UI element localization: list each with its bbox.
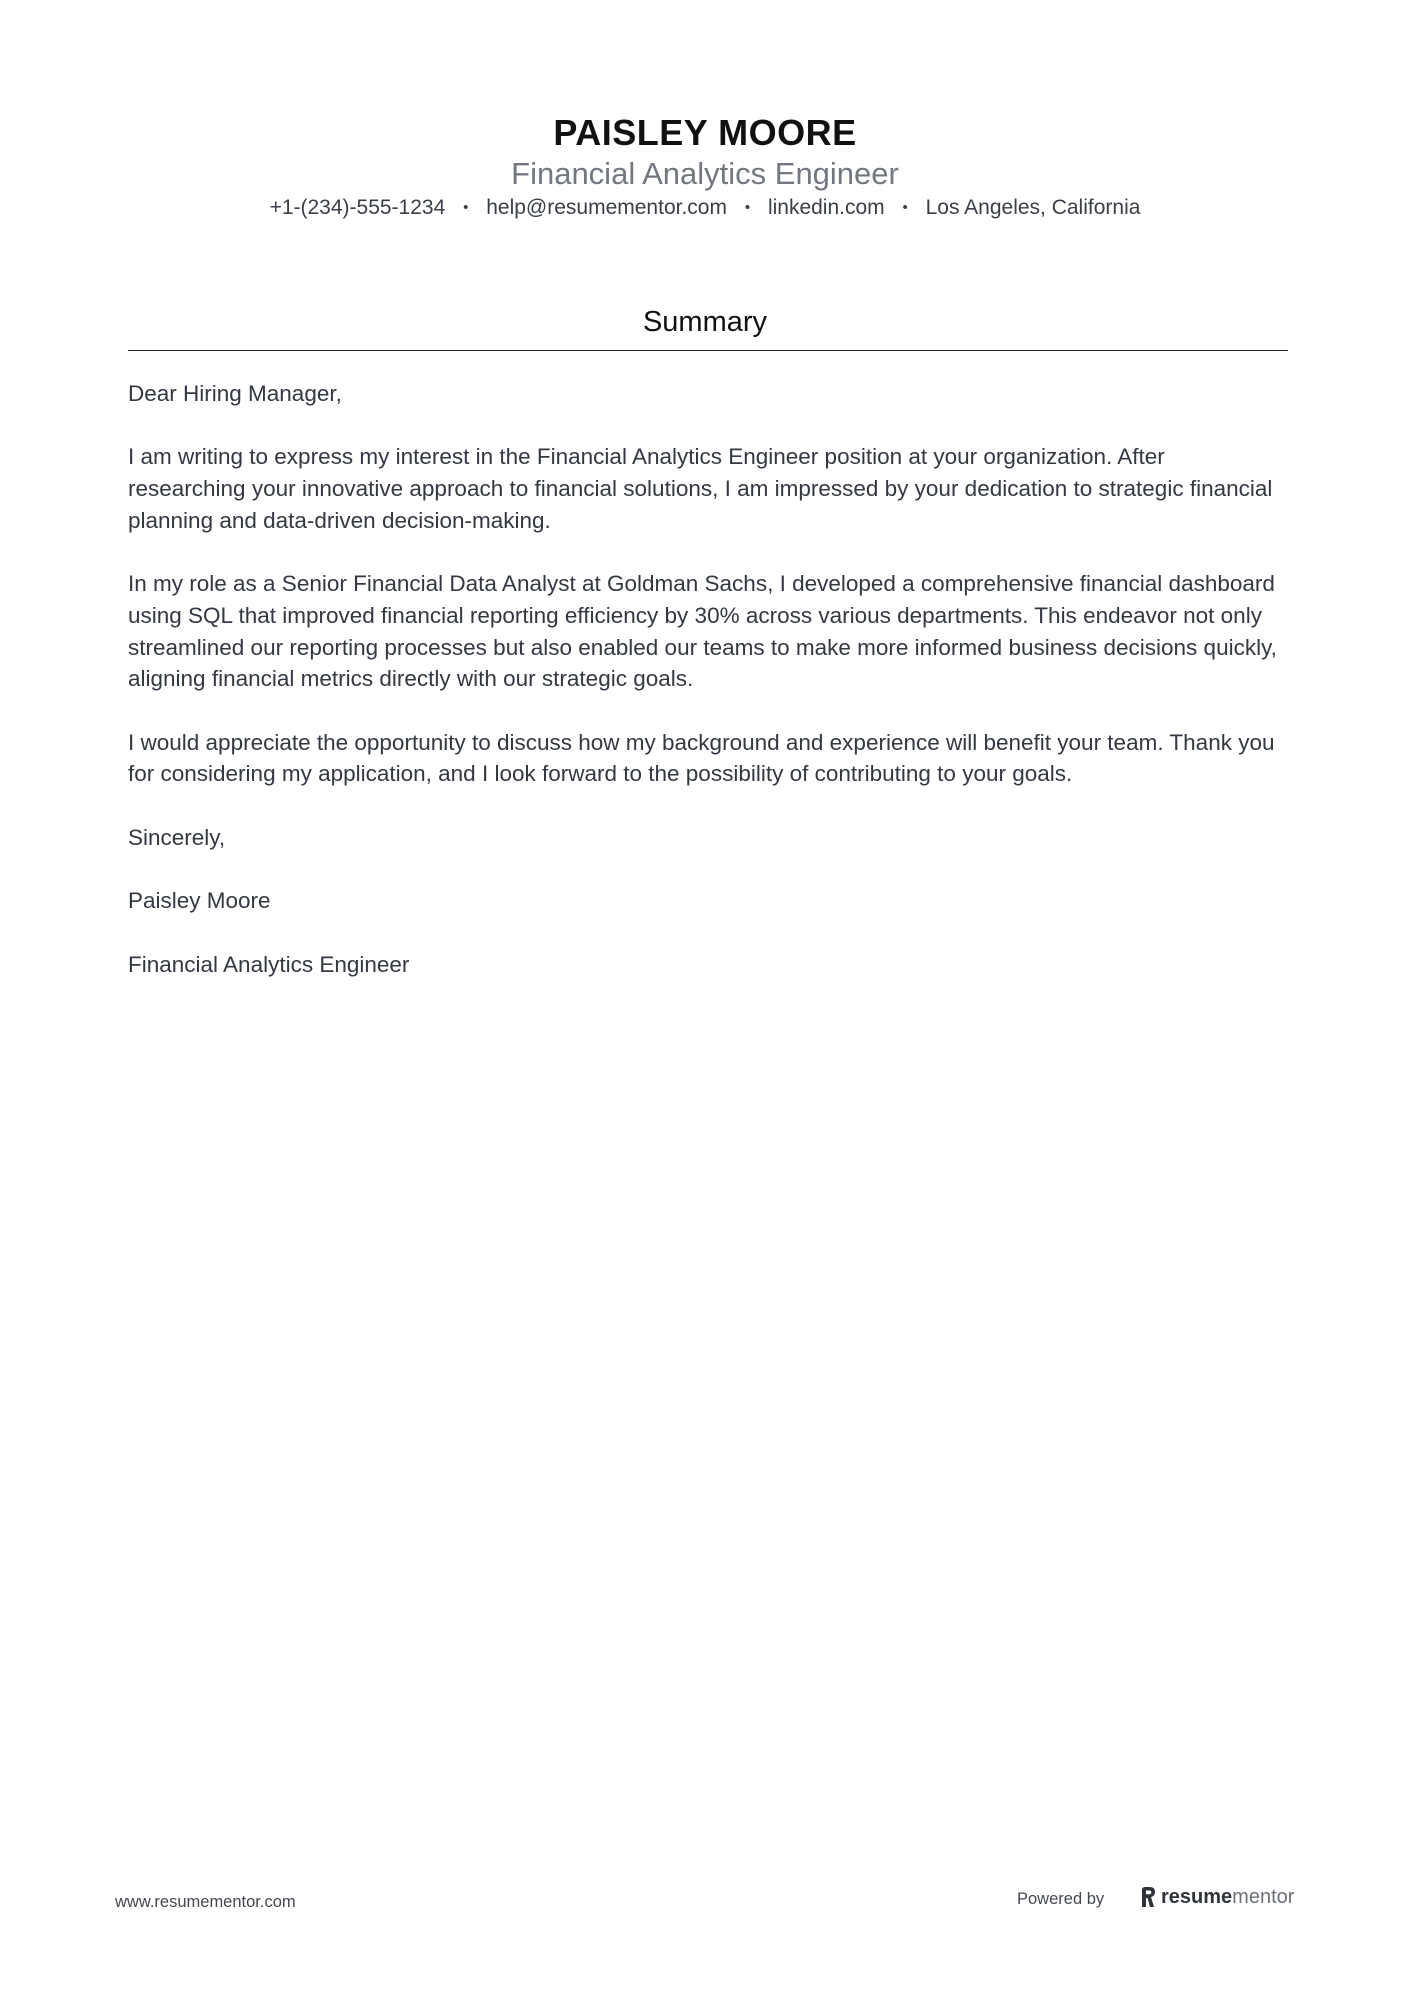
contact-email[interactable]: help@resumementor.com bbox=[486, 196, 727, 219]
signature-title: Financial Analytics Engineer bbox=[128, 951, 410, 977]
powered-by-label: Powered by bbox=[1017, 1890, 1105, 1908]
brand-name-part2: mentor bbox=[1232, 1885, 1295, 1908]
contact-separator: • bbox=[744, 199, 751, 216]
contact-phone: +1-(234)-555-1234 bbox=[269, 196, 446, 219]
signature-name: Paisley Moore bbox=[128, 888, 271, 914]
letter-paragraph: In my role as a Senior Financial Data Analyst at Goldman Sachs, I developed a comprehensive financial dashboard using SQL that improved financial reporting efficiency by 30% across various departments. This endeavor not only streamlined our reporting processes but also enabled our teams to make more informed business decisions quickly, aligning financial metrics directly with our strategic goals. bbox=[128, 571, 1277, 692]
contact-linkedin[interactable]: linkedin.com bbox=[767, 196, 885, 219]
section-divider bbox=[128, 350, 1288, 351]
section-title-summary: Summary bbox=[642, 306, 768, 338]
brand-name-part1: resume bbox=[1161, 1885, 1233, 1908]
applicant-name: PAISLEY MOORE bbox=[553, 112, 857, 153]
contact-separator: • bbox=[463, 199, 469, 216]
letter-paragraph: I am writing to express my interest in the Financial Analytics Engineer position at your organization. After researching your innovative approach to financial solutions, I am impressed by your dedication to strategic financial planning and data-driven decision-making. bbox=[128, 444, 1273, 533]
letter-body bbox=[128, 378, 1288, 1012]
contact-separator: • bbox=[902, 199, 908, 216]
contact-location: Los Angeles, California bbox=[925, 196, 1141, 219]
brand-logo[interactable] bbox=[1140, 1884, 1294, 1910]
resumementor-logo-icon bbox=[1140, 1886, 1156, 1908]
letter-greeting: Dear Hiring Manager, bbox=[128, 381, 342, 406]
letter-closing: Sincerely, bbox=[128, 824, 226, 850]
footer-url[interactable]: www.resumementor.com bbox=[115, 1893, 296, 1911]
contact-line bbox=[0, 196, 1410, 220]
letter-paragraph: I would appreciate the opportunity to discuss how my background and experience will benefit your team. Thank you for considering my application, and I look forward to the possibility of contributing to your goals. bbox=[128, 729, 1275, 787]
applicant-job-title: Financial Analytics Engineer bbox=[511, 156, 899, 191]
